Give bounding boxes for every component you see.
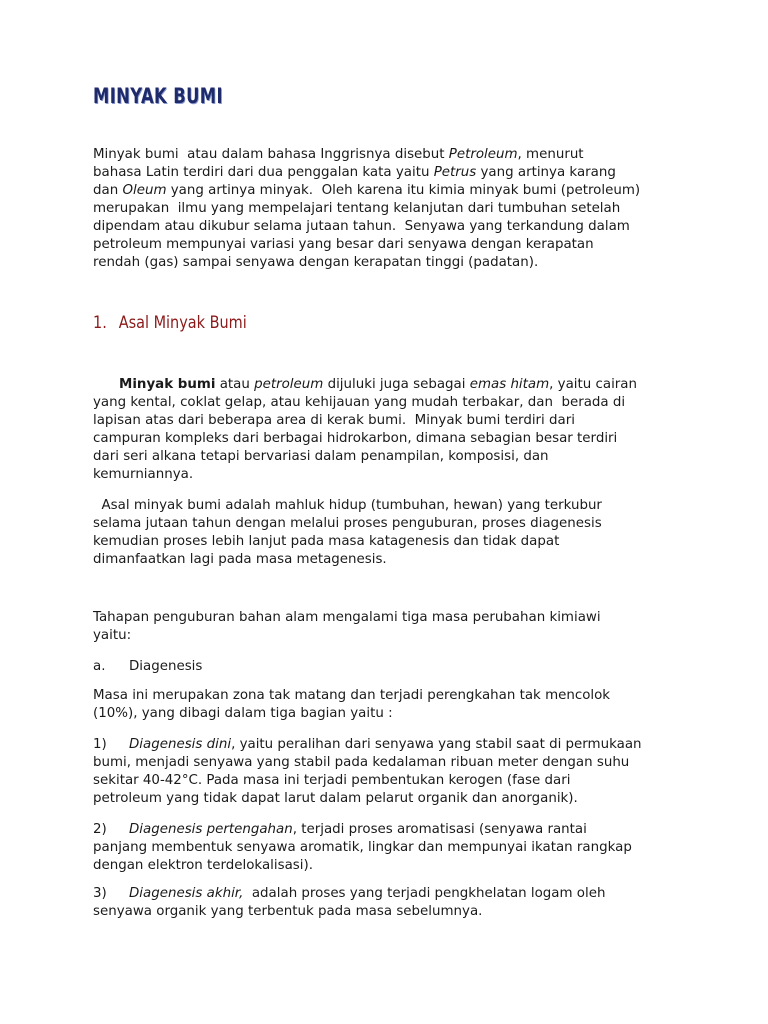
text-line	[93, 412, 683, 430]
text-line	[93, 705, 683, 723]
list-label-a: a.	[93, 659, 106, 674]
text-line	[93, 182, 683, 200]
list-label: 1)	[93, 737, 107, 752]
list-item-2	[93, 821, 683, 875]
text-line	[93, 430, 683, 448]
text-run: sekitar 40-42°C. Pada masa ini terjadi pembentukan kerogen (fase dari	[93, 773, 571, 788]
italic-term: emas hitam	[469, 377, 550, 392]
text-run: senyawa organik yang terbentuk pada masa sebelumnya.	[93, 904, 483, 919]
text-run: Masa ini merupakan zona tak matang dan terjadi perengkahan tak mencolok	[93, 688, 611, 703]
text-line	[93, 254, 683, 272]
italic-term: Diagenesis dini	[129, 737, 232, 752]
section-heading-asal	[93, 313, 247, 333]
section-number: 1.	[93, 313, 107, 333]
text-run: kemurniannya.	[93, 467, 194, 482]
intro-paragraph	[93, 146, 683, 272]
text-line	[93, 466, 683, 484]
list-label: 3)	[93, 886, 107, 901]
text-line	[93, 551, 683, 569]
text-run: , terjadi proses aromatisasi (senyawa rantai	[292, 822, 587, 837]
text-run: , yaitu cairan	[549, 377, 637, 392]
text-run: dari seri alkana tetapi bervariasi dalam penampilan, komposisi, dan	[93, 449, 549, 464]
text-line	[93, 497, 683, 515]
section-title: Asal Minyak Bumi	[118, 313, 247, 333]
text-run: , yaitu peralihan dari senyawa yang stabil saat di permukaan	[231, 737, 642, 752]
list-label: 2)	[93, 822, 107, 837]
text-line	[93, 839, 683, 857]
text-run: yang kental, coklat gelap, atau kehijauan yang mudah terbakar, dan berada di	[93, 395, 626, 410]
text-run: yang artinya minyak. Oleh karena itu kimia minyak bumi (petroleum)	[166, 183, 641, 198]
list-item-3	[93, 885, 683, 921]
text-run: Tahapan penguburan bahan alam mengalami tiga masa perubahan kimiawi	[93, 610, 601, 625]
italic-term: petroleum	[254, 377, 324, 392]
text-line	[93, 164, 683, 182]
text-run: yaitu:	[93, 628, 132, 643]
text-line	[93, 821, 683, 839]
text-line	[93, 790, 683, 808]
text-line	[93, 687, 683, 705]
text-line	[93, 146, 683, 164]
asal-paragraph	[93, 376, 683, 484]
text-run: campuran kompleks dari berbagai hidrokarbon, dimana sebagian besar terdiri	[93, 431, 618, 446]
text-run: petroleum mempunyai variasi yang besar dari senyawa dengan kerapatan	[93, 237, 594, 252]
bold-term: Minyak bumi	[119, 377, 216, 392]
text-run: Asal minyak bumi adalah mahluk hidup (tumbuhan, hewan) yang terkubur	[93, 498, 602, 513]
text-run: merupakan ilmu yang mempelajari tentang kelanjutan dari tumbuhan setelah	[93, 201, 621, 216]
text-line	[93, 754, 683, 772]
text-run: , menurut	[517, 147, 584, 162]
text-line	[93, 448, 683, 466]
text-line	[93, 627, 683, 645]
text-line	[93, 376, 683, 394]
list-item-a	[93, 658, 683, 676]
list-item-1	[93, 736, 683, 808]
text-run: adalah proses yang terjadi pengkhelatan logam oleh	[243, 886, 606, 901]
text-line	[93, 515, 683, 533]
text-run: bahasa Latin terdiri dari dua penggalan kata yaitu	[93, 165, 434, 180]
text-line	[93, 772, 683, 790]
text-line	[93, 609, 683, 627]
text-line	[93, 200, 683, 218]
text-line	[93, 857, 683, 875]
italic-term: Diagenesis akhir,	[129, 886, 244, 901]
text-line	[93, 736, 683, 754]
masa-paragraph	[93, 687, 683, 723]
text-line	[93, 903, 683, 921]
text-line	[93, 236, 683, 254]
text-run: dan	[93, 183, 123, 198]
text-run: selama jutaan tahun dengan melalui proses penguburan, proses diagenesis	[93, 516, 602, 531]
tahapan-paragraph	[93, 609, 683, 645]
text-line	[93, 885, 683, 903]
italic-term: Oleum	[122, 183, 167, 198]
italic-term: Diagenesis pertengahan	[129, 822, 293, 837]
text-run: kemudian proses lebih lanjut pada masa katagenesis dan tidak dapat	[93, 534, 560, 549]
list-text-a: Diagenesis	[129, 659, 203, 674]
text-run: petroleum yang tidak dapat larut dalam pelarut organik dan anorganik).	[93, 791, 578, 806]
text-run: dimanfaatkan lagi pada masa metagenesis.	[93, 552, 387, 567]
text-run: lapisan atas dari beberapa area di kerak bumi. Minyak bumi terdiri dari	[93, 413, 575, 428]
italic-term: Petrus	[433, 165, 477, 180]
text-run: dijuluki juga sebagai	[323, 377, 470, 392]
text-run: rendah (gas) sampai senyawa dengan kerapatan tinggi (padatan).	[93, 255, 539, 270]
text-run: (10%), yang dibagi dalam tiga bagian yaitu :	[93, 706, 393, 721]
text-run: bumi, menjadi senyawa yang stabil pada kedalaman ribuan meter dengan suhu	[93, 755, 630, 770]
text-run: atau	[215, 377, 255, 392]
text-run: yang artinya karang	[476, 165, 616, 180]
document-title: MINYAK BUMI	[93, 84, 223, 108]
text-line	[93, 533, 683, 551]
italic-term: Petroleum	[448, 147, 518, 162]
text-run: Minyak bumi atau dalam bahasa Inggrisnya disebut	[93, 147, 449, 162]
origin-paragraph	[93, 497, 683, 569]
text-run: panjang membentuk senyawa aromatik, lingkar dan mempunyai ikatan rangkap	[93, 840, 632, 855]
text-run: dipendam atau dikubur selama jutaan tahun. Senyawa yang terkandung dalam	[93, 219, 630, 234]
text-run: dengan elektron terdelokalisasi).	[93, 858, 313, 873]
text-line	[93, 394, 683, 412]
text-line	[93, 218, 683, 236]
